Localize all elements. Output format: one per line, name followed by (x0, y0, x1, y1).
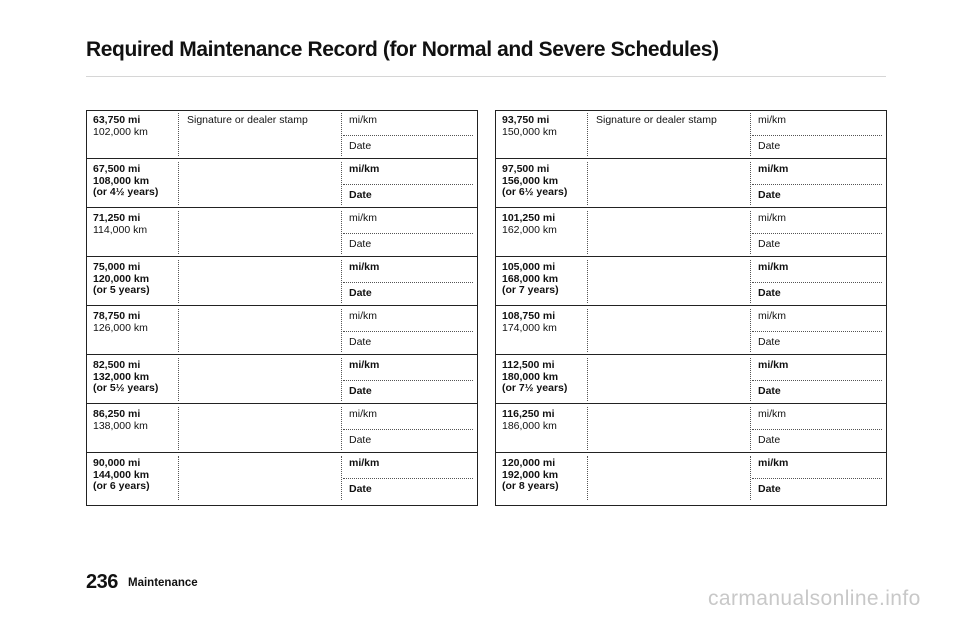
dotted-divider (341, 456, 342, 500)
table-row (87, 111, 477, 159)
dotted-divider (587, 407, 588, 450)
date-field[interactable]: Date (758, 483, 781, 495)
dotted-divider (343, 233, 473, 234)
years-value: (or 5½ years) (93, 382, 159, 394)
dotted-divider (587, 309, 588, 352)
dotted-divider (341, 211, 342, 254)
table-row (496, 258, 886, 306)
km-value: 126,000 km (93, 321, 148, 334)
maintenance-table-left (86, 110, 478, 506)
km-value: 138,000 km (93, 419, 148, 432)
date-field[interactable]: Date (758, 140, 781, 152)
watermark-text: carmanualsonline.info (708, 587, 921, 610)
mileage-cell (93, 262, 177, 297)
mikm-field[interactable]: mi/km (758, 457, 789, 469)
km-value: 144,000 km (93, 468, 150, 481)
dotted-divider (343, 184, 473, 185)
dotted-divider (752, 233, 882, 234)
miles-value: 75,000 mi (93, 261, 141, 273)
mikm-field[interactable]: mi/km (758, 310, 786, 322)
miles-value: 97,500 mi (502, 163, 550, 175)
mikm-field[interactable]: mi/km (349, 359, 380, 371)
miles-value: 112,500 mi (502, 359, 555, 371)
dotted-divider (178, 211, 179, 254)
mikm-field[interactable]: mi/km (758, 163, 789, 175)
table-row (87, 307, 477, 355)
mileage-cell (93, 409, 177, 432)
date-field[interactable]: Date (758, 287, 781, 299)
miles-value: 105,000 mi (502, 261, 556, 273)
dotted-divider (178, 407, 179, 450)
years-value: (or 7½ years) (502, 382, 568, 394)
signature-label: Signature or dealer stamp (187, 114, 308, 126)
dotted-divider (587, 211, 588, 254)
mikm-field[interactable]: mi/km (349, 261, 380, 273)
mileage-cell (502, 213, 586, 236)
date-field[interactable]: Date (349, 140, 372, 152)
mileage-cell (93, 360, 177, 395)
dotted-divider (341, 407, 342, 450)
dotted-divider (587, 260, 588, 303)
mikm-field[interactable]: mi/km (758, 359, 789, 371)
mikm-field[interactable]: mi/km (758, 408, 786, 420)
table-row (496, 356, 886, 404)
dotted-divider (750, 260, 751, 303)
date-field[interactable]: Date (349, 483, 372, 495)
table-row (496, 160, 886, 208)
dotted-divider (341, 113, 342, 156)
miles-value: 101,250 mi (502, 212, 556, 224)
dotted-divider (752, 184, 882, 185)
mileage-cell (502, 458, 586, 493)
maintenance-table-right (495, 110, 887, 506)
mikm-field[interactable]: mi/km (349, 457, 380, 469)
km-value: 132,000 km (93, 370, 150, 383)
dotted-divider (343, 282, 473, 283)
mileage-cell (93, 311, 177, 334)
miles-value: 86,250 mi (93, 408, 141, 420)
date-field[interactable]: Date (758, 385, 781, 397)
dotted-divider (752, 380, 882, 381)
mikm-field[interactable]: mi/km (758, 212, 786, 224)
dotted-divider (178, 260, 179, 303)
dotted-divider (178, 456, 179, 500)
table-row (87, 405, 477, 453)
km-value: 120,000 km (93, 272, 150, 285)
miles-value: 116,250 mi (502, 408, 555, 420)
years-value: (or 6 years) (93, 480, 150, 492)
dotted-divider (587, 113, 588, 156)
table-row (87, 258, 477, 306)
table-row (496, 111, 886, 159)
km-value: 162,000 km (502, 223, 557, 236)
signature-label: Signature or dealer stamp (596, 114, 717, 126)
mileage-cell (502, 115, 586, 138)
mileage-cell (93, 213, 177, 236)
mikm-field[interactable]: mi/km (349, 114, 377, 126)
table-row (87, 454, 477, 502)
date-field[interactable]: Date (758, 336, 781, 348)
km-value: 108,000 km (93, 174, 150, 187)
date-field[interactable]: Date (349, 287, 372, 299)
miles-value: 82,500 mi (93, 359, 141, 371)
date-field[interactable]: Date (349, 336, 372, 348)
dotted-divider (750, 162, 751, 205)
years-value: (or 7 years) (502, 284, 559, 296)
dotted-divider (343, 429, 473, 430)
title-rule (86, 76, 886, 77)
page-title: Required Maintenance Record (for Normal and Severe Schedules) (86, 38, 719, 61)
mileage-cell (93, 115, 177, 138)
table-row (87, 356, 477, 404)
date-field[interactable]: Date (758, 238, 781, 250)
dotted-divider (750, 456, 751, 500)
mileage-cell (502, 409, 586, 432)
date-field[interactable]: Date (349, 385, 372, 397)
miles-value: 67,500 mi (93, 163, 141, 175)
table-row (87, 160, 477, 208)
dotted-divider (752, 331, 882, 332)
miles-value: 63,750 mi (93, 114, 141, 126)
mikm-field[interactable]: mi/km (349, 212, 377, 224)
mikm-field[interactable]: mi/km (349, 310, 377, 322)
dotted-divider (752, 135, 882, 136)
dotted-divider (343, 135, 473, 136)
miles-value: 108,750 mi (502, 310, 556, 322)
miles-value: 120,000 mi (502, 457, 556, 469)
km-value: 150,000 km (502, 125, 557, 138)
section-label: Maintenance (128, 577, 198, 589)
dotted-divider (341, 358, 342, 401)
dotted-divider (752, 478, 882, 479)
km-value: 114,000 km (93, 223, 148, 236)
table-row (496, 454, 886, 502)
years-value: (or 6½ years) (502, 186, 568, 198)
years-value: (or 5 years) (93, 284, 150, 296)
km-value: 174,000 km (502, 321, 557, 334)
miles-value: 93,750 mi (502, 114, 550, 126)
km-value: 180,000 km (502, 370, 559, 383)
dotted-divider (587, 162, 588, 205)
km-value: 186,000 km (502, 419, 557, 432)
dotted-divider (341, 162, 342, 205)
table-row (496, 307, 886, 355)
table-row (496, 209, 886, 257)
mileage-cell (93, 458, 177, 493)
page-number: 236 (86, 571, 118, 593)
mileage-cell (502, 164, 586, 199)
dotted-divider (178, 162, 179, 205)
dotted-divider (587, 456, 588, 500)
mileage-cell (502, 360, 586, 395)
miles-value: 78,750 mi (93, 310, 141, 322)
years-value: (or 4½ years) (93, 186, 159, 198)
dotted-divider (752, 282, 882, 283)
dotted-divider (750, 358, 751, 401)
date-field[interactable]: Date (349, 238, 372, 250)
table-row (87, 209, 477, 257)
dotted-divider (178, 113, 179, 156)
mikm-field[interactable]: mi/km (349, 408, 377, 420)
dotted-divider (341, 309, 342, 352)
dotted-divider (343, 478, 473, 479)
mileage-cell (93, 164, 177, 199)
date-field[interactable]: Date (758, 189, 781, 201)
km-value: 192,000 km (502, 468, 559, 481)
mikm-field[interactable]: mi/km (758, 114, 786, 126)
dotted-divider (752, 429, 882, 430)
dotted-divider (750, 113, 751, 156)
km-value: 102,000 km (93, 125, 148, 138)
dotted-divider (341, 260, 342, 303)
mikm-field[interactable]: mi/km (349, 163, 380, 175)
mikm-field[interactable]: mi/km (758, 261, 789, 273)
years-value: (or 8 years) (502, 480, 559, 492)
dotted-divider (343, 331, 473, 332)
table-row (496, 405, 886, 453)
km-value: 168,000 km (502, 272, 559, 285)
date-field[interactable]: Date (349, 434, 372, 446)
date-field[interactable]: Date (349, 189, 372, 201)
km-value: 156,000 km (502, 174, 559, 187)
dotted-divider (750, 211, 751, 254)
dotted-divider (750, 309, 751, 352)
miles-value: 90,000 mi (93, 457, 141, 469)
dotted-divider (587, 358, 588, 401)
miles-value: 71,250 mi (93, 212, 141, 224)
mileage-cell (502, 262, 586, 297)
mileage-cell (502, 311, 586, 334)
dotted-divider (750, 407, 751, 450)
dotted-divider (178, 309, 179, 352)
dotted-divider (343, 380, 473, 381)
date-field[interactable]: Date (758, 434, 781, 446)
dotted-divider (178, 358, 179, 401)
